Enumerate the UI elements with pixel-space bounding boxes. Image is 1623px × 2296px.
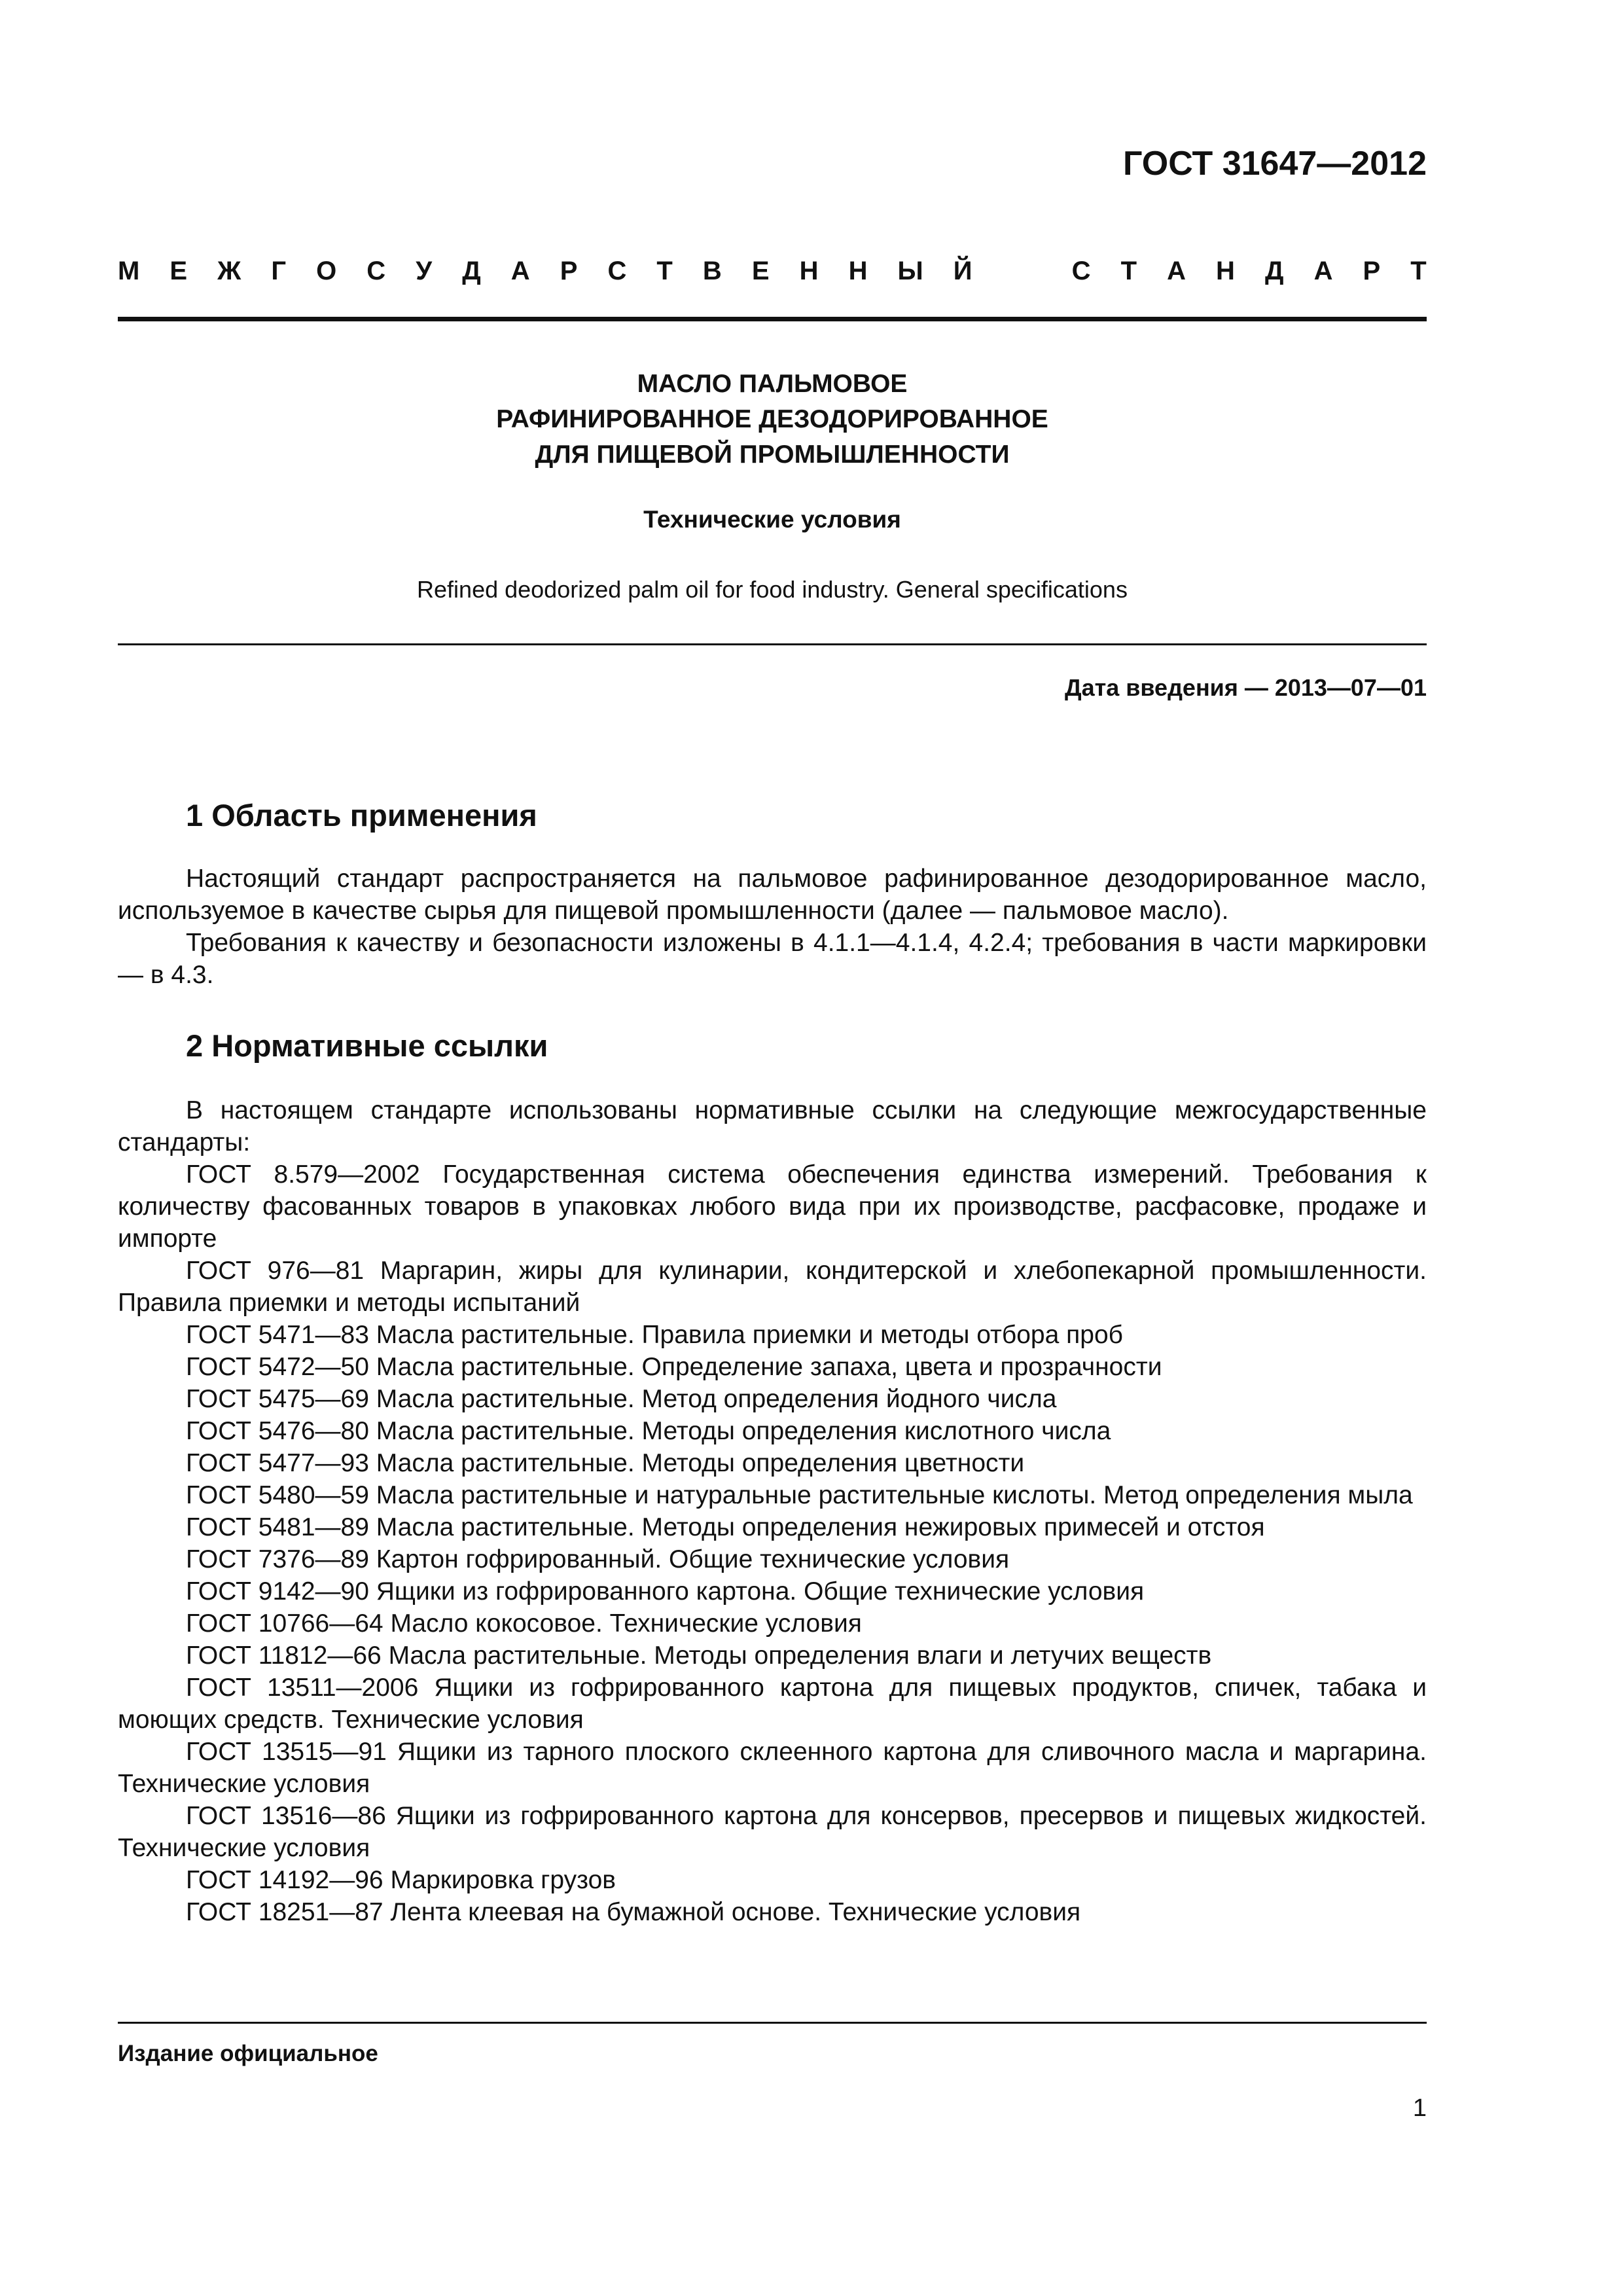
reference-item: ГОСТ 13515—91 Ящики из тарного плоского склеенного картона для сливочного масла и маргарина. Технические условия: [118, 1738, 1427, 1798]
official-edition-note: Издание официальное: [118, 2041, 378, 2066]
banner-letter: С: [366, 257, 386, 285]
banner-letter: С: [1071, 257, 1091, 285]
paragraph: Требования к качеству и безопасности изложены в 4.1.1—4.1.4, 4.2.4; требования в части маркировки — в 4.3.: [118, 929, 1427, 989]
reference-item: ГОСТ 14192—96 Маркировка грузов: [186, 1866, 616, 1894]
banner-letter: О: [316, 257, 337, 285]
reference-item: ГОСТ 5480—59 Масла растительные и натуральные растительные кислоты. Метод определения мыла: [186, 1481, 1413, 1509]
document-code: ГОСТ 31647—2012: [1123, 145, 1427, 183]
banner-letter: Д: [1265, 257, 1284, 285]
reference-item: ГОСТ 11812—66 Масла растительные. Методы определения влаги и летучих веществ: [186, 1641, 1212, 1670]
banner-letter: Н: [799, 257, 819, 285]
header-divider: [118, 317, 1427, 321]
title-line-3: ДЛЯ ПИЩЕВОЙ ПРОМЫШЛЕННОСТИ: [535, 440, 1010, 469]
paragraph: В настоящем стандарте использованы нормативные ссылки на следующие межгосударственные стандарты:: [118, 1096, 1427, 1157]
reference-item: ГОСТ 9142—90 Ящики из гофрированного картона. Общие технические условия: [186, 1577, 1145, 1605]
reference-item: ГОСТ 18251—87 Лента клеевая на бумажной основе. Технические условия: [186, 1898, 1081, 1926]
reference-item: ГОСТ 5471—83 Масла растительные. Правила приемки и методы отбора проб: [186, 1321, 1123, 1349]
banner-letter: Е: [751, 257, 770, 285]
banner-letter: Т: [656, 257, 673, 285]
reference-item: ГОСТ 13511—2006 Ящики из гофрированного картона для пищевых продуктов, спичек, табака и моющих средств. Технические условия: [118, 1674, 1427, 1734]
banner-letter: А: [510, 257, 530, 285]
banner-letter: А: [1167, 257, 1186, 285]
reference-item: ГОСТ 7376—89 Картон гофрированный. Общие технические условия: [186, 1545, 1010, 1573]
title-line-2: РАФИНИРОВАННОЕ ДЕЗОДОРИРОВАННОЕ: [496, 405, 1048, 433]
document-title: [118, 367, 1427, 473]
banner-letter: Н: [848, 257, 868, 285]
banner-letter: Р: [1363, 257, 1381, 285]
section-1-heading: 1 Область применения: [186, 798, 537, 833]
reference-item: ГОСТ 10766—64 Масло кокосовое. Технические условия: [186, 1609, 862, 1638]
banner-letter: Н: [1216, 257, 1235, 285]
banner-letter: Ы: [897, 257, 923, 285]
reference-item: ГОСТ 5476—80 Масла растительные. Методы определения кислотного числа: [186, 1417, 1111, 1445]
banner-letter: В: [702, 257, 722, 285]
banner-letter: Г: [271, 257, 287, 285]
page-number: 1: [1412, 2094, 1427, 2122]
reference-item: ГОСТ 5477—93 Масла растительные. Методы определения цветности: [186, 1449, 1025, 1477]
banner-letter: У: [416, 257, 433, 285]
banner-letter: Р: [560, 257, 578, 285]
title-line-1: МАСЛО ПАЛЬМОВОЕ: [637, 370, 908, 398]
footer-divider: [118, 2022, 1427, 2024]
reference-item: ГОСТ 13516—86 Ящики из гофрированного картона для консервов, пресервов и пищевых жидкостей. Технические условия: [118, 1802, 1427, 1862]
reference-item: ГОСТ 5475—69 Масла растительные. Метод определения йодного числа: [186, 1385, 1057, 1413]
title-divider: [118, 643, 1427, 645]
banner-letter: Т: [1410, 257, 1427, 285]
banner-letter: Е: [169, 257, 188, 285]
banner-letter: Д: [462, 257, 481, 285]
banner-letter: Т: [1120, 257, 1137, 285]
reference-item: ГОСТ 5472—50 Масла растительные. Определение запаха, цвета и прозрачности: [186, 1353, 1162, 1381]
introduction-date: Дата введения — 2013—07—01: [1064, 674, 1427, 701]
section-1-body: [118, 863, 1427, 991]
section-2-body: [118, 1094, 1427, 1928]
banner-word-gap: [1003, 257, 1042, 286]
banner-letter: Й: [953, 257, 972, 285]
banner-letter: М: [118, 257, 140, 285]
banner-letter: С: [607, 257, 627, 285]
paragraph: Настоящий стандарт распространяется на пальмовое рафинированное дезодорированное масло, используемое в качестве сырья для пищевой промышленности (далее — пальмовое масло).: [118, 865, 1427, 925]
reference-item: ГОСТ 8.579—2002 Государственная система обеспечения единства измерений. Требования к количеству фасованных товаров в упаковках любого вида при их производстве, расфасовке, продаже и импорте: [118, 1160, 1427, 1253]
banner-letter: А: [1313, 257, 1333, 285]
english-title: Refined deodorized palm oil for food industry. General specifications: [417, 576, 1128, 603]
banner-letter: Ж: [217, 257, 241, 285]
document-subtitle: Технические условия: [643, 506, 901, 533]
reference-item: ГОСТ 5481—89 Масла растительные. Методы определения нежировых примесей и отстоя: [186, 1513, 1265, 1541]
section-2-heading: 2 Нормативные ссылки: [186, 1028, 548, 1063]
reference-item: ГОСТ 976—81 Маргарин, жиры для кулинарии, кондитерской и хлебопекарной промышленности. Правила приемки и методы испытаний: [118, 1257, 1427, 1317]
standard-type-banner: [118, 257, 1427, 286]
